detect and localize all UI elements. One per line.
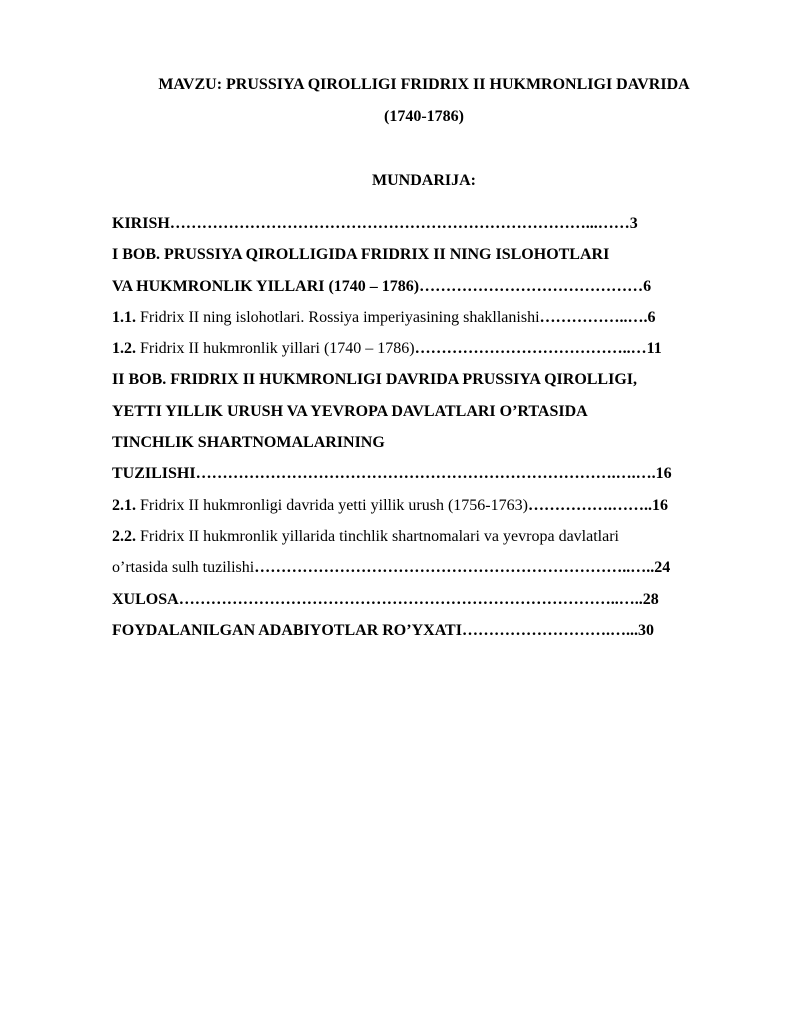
toc-entry-text: FOYDALANILGAN ADABIYOTLAR RO’YXATI	[112, 621, 462, 639]
contents-heading: MUNDARIJA:	[372, 172, 476, 189]
toc-entry-xulosa	[112, 589, 736, 620]
toc-entry-text: YETTI YILLIK URUSH VA YEVROPA DAVLATLARI O’RTASIDA	[112, 402, 588, 420]
toc-leader-dots: …………………………………………………………………….….….	[195, 465, 656, 483]
toc-entry-text: VA HUKMRONLIK YILLARI (1740 – 1786)	[112, 277, 420, 295]
toc-entry-text: Fridrix II hukmronlik yillari (1740 – 1786)	[136, 340, 415, 358]
toc-entry-text: II BOB. FRIDRIX II HUKMRONLIGI DAVRIDA PRUSSIYA QIROLLIGI,	[112, 371, 637, 389]
toc-page-number: 3	[629, 215, 638, 232]
toc-entry-section-2-2-cont	[112, 557, 736, 588]
toc-page-number: 30	[637, 621, 654, 639]
toc-entry-section-1-1	[112, 307, 736, 338]
toc-entry-text: KIRISH	[112, 215, 170, 232]
toc-entry-text: XULOSA	[112, 590, 179, 608]
toc-entry-text: Fridrix II hukmronligi davrida yetti yillik urush (1756-1763)	[136, 496, 528, 514]
toc-entry-section-2-2	[112, 526, 736, 557]
document-title-years: (1740-1786)	[384, 108, 464, 125]
toc-entry-chapter-2-cont	[112, 432, 736, 463]
toc-entry-references	[112, 620, 736, 651]
toc-entry-section-2-1	[112, 495, 736, 526]
toc-entry-chapter-1-cont	[112, 276, 736, 307]
toc-section-number: 1.2.	[112, 340, 136, 358]
toc-entry-chapter-2	[112, 369, 736, 400]
table-of-contents	[112, 213, 736, 651]
toc-page-number: 16	[651, 496, 668, 514]
toc-leader-dots: ………………………………………………………………………..…..	[178, 590, 643, 608]
toc-leader-dots: ……………………….…...	[461, 621, 638, 639]
toc-section-number: 2.1.	[112, 496, 136, 514]
toc-page-number: 24	[654, 559, 671, 577]
toc-page-number: 28	[642, 590, 659, 608]
toc-entry-text: I BOB. PRUSSIYA QIROLLIGIDA FRIDRIX II NING ISLOHOTLARI	[112, 246, 610, 264]
toc-entry-text: o’rtasida sulh tuzilishi	[112, 559, 255, 577]
toc-entry-chapter-2-end	[112, 463, 736, 494]
toc-entry-text: TINCHLIK SHARTNOMALARINING	[112, 434, 385, 452]
toc-leader-dots: …………………………………..…	[414, 340, 647, 358]
toc-entry-kirish	[112, 213, 736, 244]
toc-leader-dots: ……………………………………………………………..…..	[254, 559, 655, 577]
toc-entry-text: TUZILISHI	[112, 465, 196, 483]
toc-leader-dots: …………….……..	[527, 496, 652, 514]
toc-entry-chapter-2-cont	[112, 401, 736, 432]
document-title: MAVZU: PRUSSIYA QIROLLIGI FRIDRIX II HUKMRONLIGI DAVRIDA	[158, 76, 690, 93]
toc-page-number: 6	[647, 308, 656, 326]
toc-leader-dots: ……………………………………	[419, 277, 644, 295]
toc-leader-dots: ……………………………………………………………………...……	[169, 215, 630, 232]
toc-leader-dots: ……………..….	[539, 308, 648, 326]
toc-entry-text: Fridrix II hukmronlik yillarida tinchlik shartnomalari va yevropa davlatlari	[136, 527, 619, 545]
toc-entry-section-1-2	[112, 338, 736, 369]
toc-entry-chapter-1	[112, 244, 736, 275]
toc-section-number: 1.1.	[112, 308, 136, 326]
toc-page-number: 16	[655, 465, 672, 483]
toc-page-number: 11	[646, 340, 662, 358]
toc-entry-text: Fridrix II ning islohotlari. Rossiya imperiyasining shakllanishi	[136, 308, 540, 326]
toc-section-number: 2.2.	[112, 527, 136, 545]
toc-page-number: 6	[643, 277, 652, 295]
